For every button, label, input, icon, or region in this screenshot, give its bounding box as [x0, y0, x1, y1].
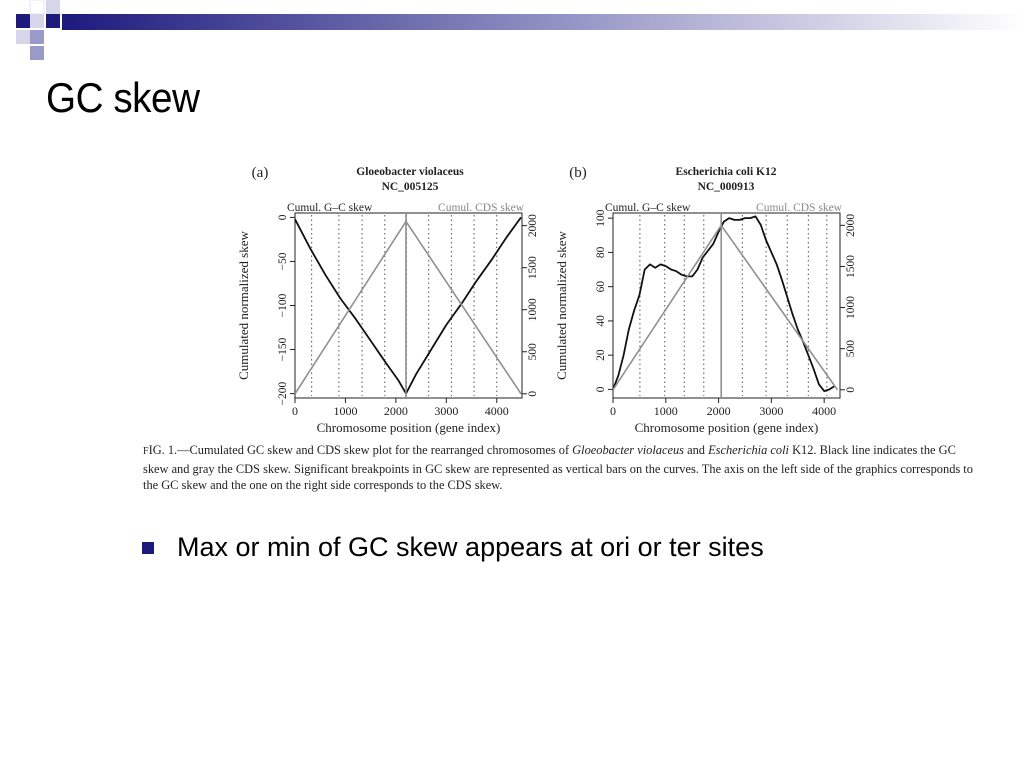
x-tick-label-a-2: 2000: [383, 404, 408, 418]
gc-skew-chart: [140, 155, 990, 445]
y2-tick-label-b-4: 2000: [845, 213, 857, 237]
panel-label-a: (a): [251, 165, 269, 181]
y-tick-label-b-2: 40: [595, 315, 607, 327]
x-tick-label-a-0: 0: [292, 404, 298, 418]
chart-title-a: Gloeobacter violaceus: [356, 166, 464, 178]
y-axis-label-a: Cumulated normalized skew: [236, 231, 251, 380]
y-axis-label-b: Cumulated normalized skew: [554, 231, 569, 380]
y-tick-label-a-2: −100: [277, 293, 289, 318]
y-tick-label-a-1: −50: [277, 252, 289, 271]
legend-cds-b: Cumul. CDS skew: [756, 202, 842, 214]
panel-label-b: (b): [569, 165, 587, 181]
y-tick-label-a-0: 0: [277, 214, 289, 221]
y2-tick-label-a-0: 0: [527, 390, 539, 397]
slide-title: GC skew: [46, 74, 200, 121]
y2-tick-label-b-1: 500: [845, 340, 857, 358]
legend-gc-b: Cumul. G–C skew: [605, 202, 691, 214]
figure-caption: FIG. 1.—Cumulated GC skew and CDS skew plot for the rearranged chromosomes of Gloeobacter violaceus and Escherichia coli K12. Black line indicates the GC skew and gray the CDS skew. Significant breakpoints in GC skew are represented as vertical bars on the curves. The axis on the left side of the graphics corresponds to the GC skew and the one on the right side corresponds to the CDS skew.: [143, 443, 973, 492]
y-tick-label-b-0: 0: [595, 386, 607, 393]
y2-tick-label-b-2: 1000: [845, 296, 857, 320]
cds-skew-line-a: [295, 221, 521, 393]
gc-skew-line-b: [613, 216, 835, 391]
plot-frame-a: [295, 213, 522, 398]
y-tick-label-a-4: −200: [277, 381, 289, 406]
y-tick-label-a-3: −150: [277, 337, 289, 362]
bullet-item: [142, 532, 764, 563]
x-tick-label-b-1: 1000: [653, 404, 678, 418]
y-tick-label-b-5: 100: [595, 209, 607, 227]
x-tick-label-b-2: 2000: [706, 404, 731, 418]
y2-tick-label-a-1: 500: [527, 343, 539, 361]
bullet-text: Max or min of GC skew appears at ori or ter sites: [177, 532, 764, 562]
y2-tick-label-a-3: 1500: [527, 256, 539, 280]
x-tick-label-b-4: 4000: [812, 404, 837, 418]
y-tick-label-b-1: 20: [595, 349, 607, 361]
legend-gc-a: Cumul. G–C skew: [287, 202, 373, 214]
x-tick-label-b-0: 0: [610, 404, 616, 418]
x-tick-label-a-1: 1000: [333, 404, 358, 418]
legend-cds-a: Cumul. CDS skew: [438, 202, 524, 214]
y2-tick-label-a-4: 2000: [527, 214, 539, 238]
x-tick-label-b-3: 3000: [759, 404, 784, 418]
y2-tick-label-b-0: 0: [845, 386, 857, 393]
checker-square-icon: [16, 0, 60, 60]
y2-tick-label-b-3: 1500: [845, 254, 857, 278]
chart-title-b: Escherichia coli K12: [675, 166, 777, 178]
x-tick-label-a-4: 4000: [484, 404, 509, 418]
x-tick-label-a-3: 3000: [434, 404, 459, 418]
header-gradient-bar: [62, 14, 1024, 30]
x-axis-label-a: Chromosome position (gene index): [316, 420, 501, 435]
cds-skew-line-b: [613, 225, 837, 389]
gc-skew-line-a: [295, 217, 521, 393]
plot-frame-b: [613, 213, 840, 398]
chart-subtitle-a: NC_005125: [381, 181, 439, 193]
header-decoration: [0, 0, 1024, 60]
x-axis-label-b: Chromosome position (gene index): [634, 420, 819, 435]
y2-tick-label-a-2: 1000: [527, 298, 539, 322]
chart-subtitle-b: NC_000913: [697, 181, 755, 193]
y-tick-label-b-3: 60: [595, 280, 607, 293]
y-tick-label-b-4: 80: [595, 246, 607, 259]
bullet-square-icon: [142, 542, 154, 554]
